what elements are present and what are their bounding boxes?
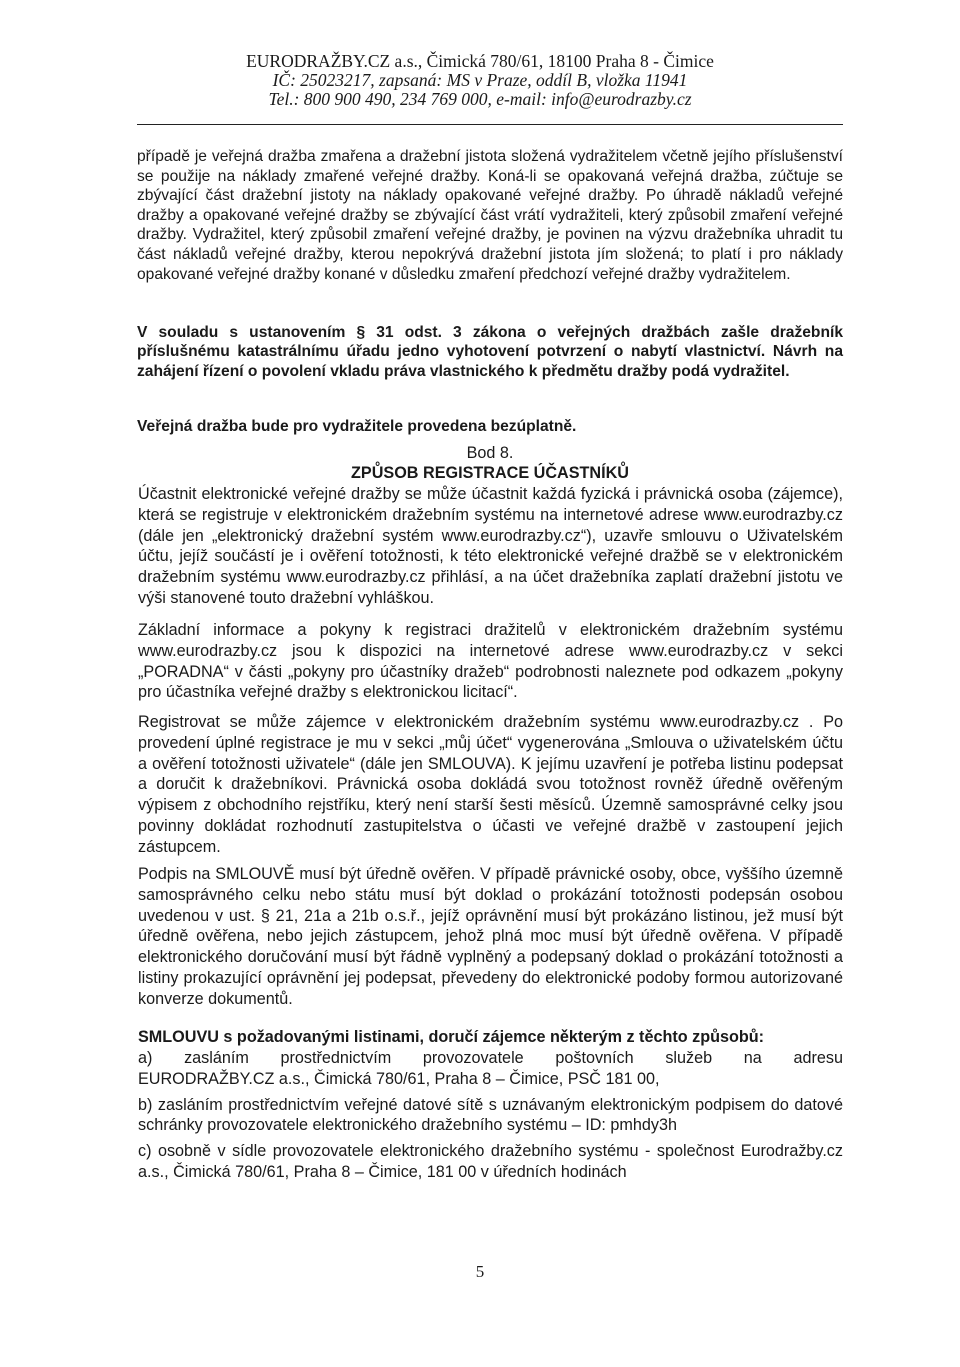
paragraph-ucast: Účastnit elektronické veřejné dražby se může účastnit každá fyzická i právnická osoba (zájemce), která se registruje v elektronickém dražebním systému na internetové adrese www.eurodrazby.cz (dále jen „elektronický dražební systém www.eurodrazby.cz“), uzavře smlouvu o Uživatelském účtu, jejíž součástí je i ověření totožnosti, k této elektronické veřejné dražbě se v elektronickém dražebním systému www.eurodrazby.cz přihlásí, a na účet dražebníka zaplatí dražební jistotu ve výši stanovené touto dražební vyhláškou.: [138, 485, 843, 607]
page-number: 5: [475, 1262, 485, 1281]
section-title: ZPŮSOB REGISTRACE ÚČASTNÍKŮ: [351, 464, 629, 482]
letterhead-company: EURODRAŽBY.CZ a.s., Čimická 780/61, 18100 Praha 8 - Čimice: [246, 51, 714, 71]
list-item-c: c) osobně v sídle provozovatele elektronického dražebního systému - společnost Eurodražby.cz a.s., Čimická 780/61, Praha 8 – Čimice, 181 00 v úředních hodinách: [138, 1142, 843, 1181]
paragraph-registrace: Registrovat se může zájemce v elektronickém dražebním systému www.eurodrazby.cz . Po provedení úplné registrace je mu v sekci „můj účet“ vygenerována „Smlouva o uživatelském účtu a ověření totožnosti uživatele“ (dále jen SMLOUVA). K jejímu uzavření je potřeba listinu podepsat a doručit k dražebníkovi. Právnická osoba dokládá svou totožnost rovněž úředně ověřeným výpisem z obchodního rejstříku, který není starší šesti měsíců. Územně samosprávné celky jsou povinny dokládat rozhodnutí zastupitelstva o účasti ve veřejné dražbě v zastoupení jejich zástupcem.: [138, 713, 843, 856]
paragraph-zmareni: případě je veřejná dražba zmařena a dražební jistota složená vydražitelem včetně jejího příslušenství se použije na náklady zmařené veřejné dražby. Koná-li se opakovaná veřejná dražba, zúčtuje se zbývající část dražební jistoty na náklady opakované veřejné dražby. Po úhradě nákladů veřejné dražby a opakované veřejné dražby se zbývající část vrátí vydražiteli, který způsobil zmaření veřejné dražby. Vydražitel, který způsobil zmaření veřejné dražby, je povinen na výzvu dražebníka uhradit tu část nákladů veřejné dražby, kterou nepokrývá dražební jistota jím složená; to platí i pro náklady opakované veřejné dražby konané v důsledku zmaření předchozí veřejné dražby vydražitelem.: [137, 148, 843, 283]
paragraph-bezuplatne: Veřejná dražba bude pro vydražitele provedena bezúplatně.: [137, 418, 577, 435]
letterhead-contact: Tel.: 800 900 490, 234 769 000, e-mail: info@eurodrazby.cz: [268, 89, 692, 109]
paragraph-informace: Základní informace a pokyny k registraci dražitelů v elektronickém dražebním systému www.eurodrazby.cz jsou k dispozici na internetové adrese www.eurodrazby.cz v sekci „PORADNA“ v části „pokyny pro účastníky dražeb“ podrobnosti naleznete pod odkazem „pokyny pro účastníka veřejné dražby s elektronickou licitací“.: [138, 621, 843, 702]
letterhead: [0, 52, 960, 109]
delivery-list: [138, 1048, 843, 1183]
paragraph-podpis: Podpis na SMLOUVĚ musí být úředně ověřen. V případě právnické osoby, obce, vyššího územně samosprávného celku nebo státu musí být doklad o prokázání totožnosti podepsán osobou uvedenou v ust. § 21, 21a a 21b o.s.ř., jejíž oprávnění musí být prokázáno listinou, jež musí být úředně ověřena, nebo jejich zástupcem, jehož plná moc musí být úředně ověřena. V případě elektronického doručování musí být řádně vyplněný a podepsaný doklad o prokázání totožnosti a listiny prokazující oprávnění jej podepsat, převedeny do elektronické podoby formou autorizované konverze dokumentů.: [138, 865, 843, 1008]
list-item-b: b) zasláním prostřednictvím veřejné datové sítě s uznávaným elektronickým podpisem do datové schránky provozovatele elektronického dražebního systému – ID: pmhdy3h: [138, 1095, 843, 1135]
header-divider: [137, 124, 843, 125]
paragraph-katastr: V souladu s ustanovením § 31 odst. 3 zákona o veřejných dražbách zašle dražebník příslušnému katastrálnímu úřadu jedno vyhotovení potvrzení o nabytí vlastnictví. Návrh na zahájení řízení o povolení vkladu práva vlastnického k předmětu dražby podá vydražitel.: [137, 324, 843, 380]
paragraph-doruceni-heading: SMLOUVU s požadovanými listinami, doručí zájemce některým z těchto způsobů:: [138, 1028, 765, 1046]
list-item-a-line1: a) zasláním prostřednictvím provozovatele poštovních služeb na adresu: [138, 1049, 843, 1067]
letterhead-registration: IČ: 25023217, zapsaná: MS v Praze, oddíl B, vložka 11941: [272, 70, 688, 90]
section-number: Bod 8.: [466, 444, 514, 462]
list-item-a-line2: EURODRAŽBY.CZ a.s., Čimická 780/61, Praha 8 – Čimice, PSČ 181 00,: [138, 1069, 660, 1088]
